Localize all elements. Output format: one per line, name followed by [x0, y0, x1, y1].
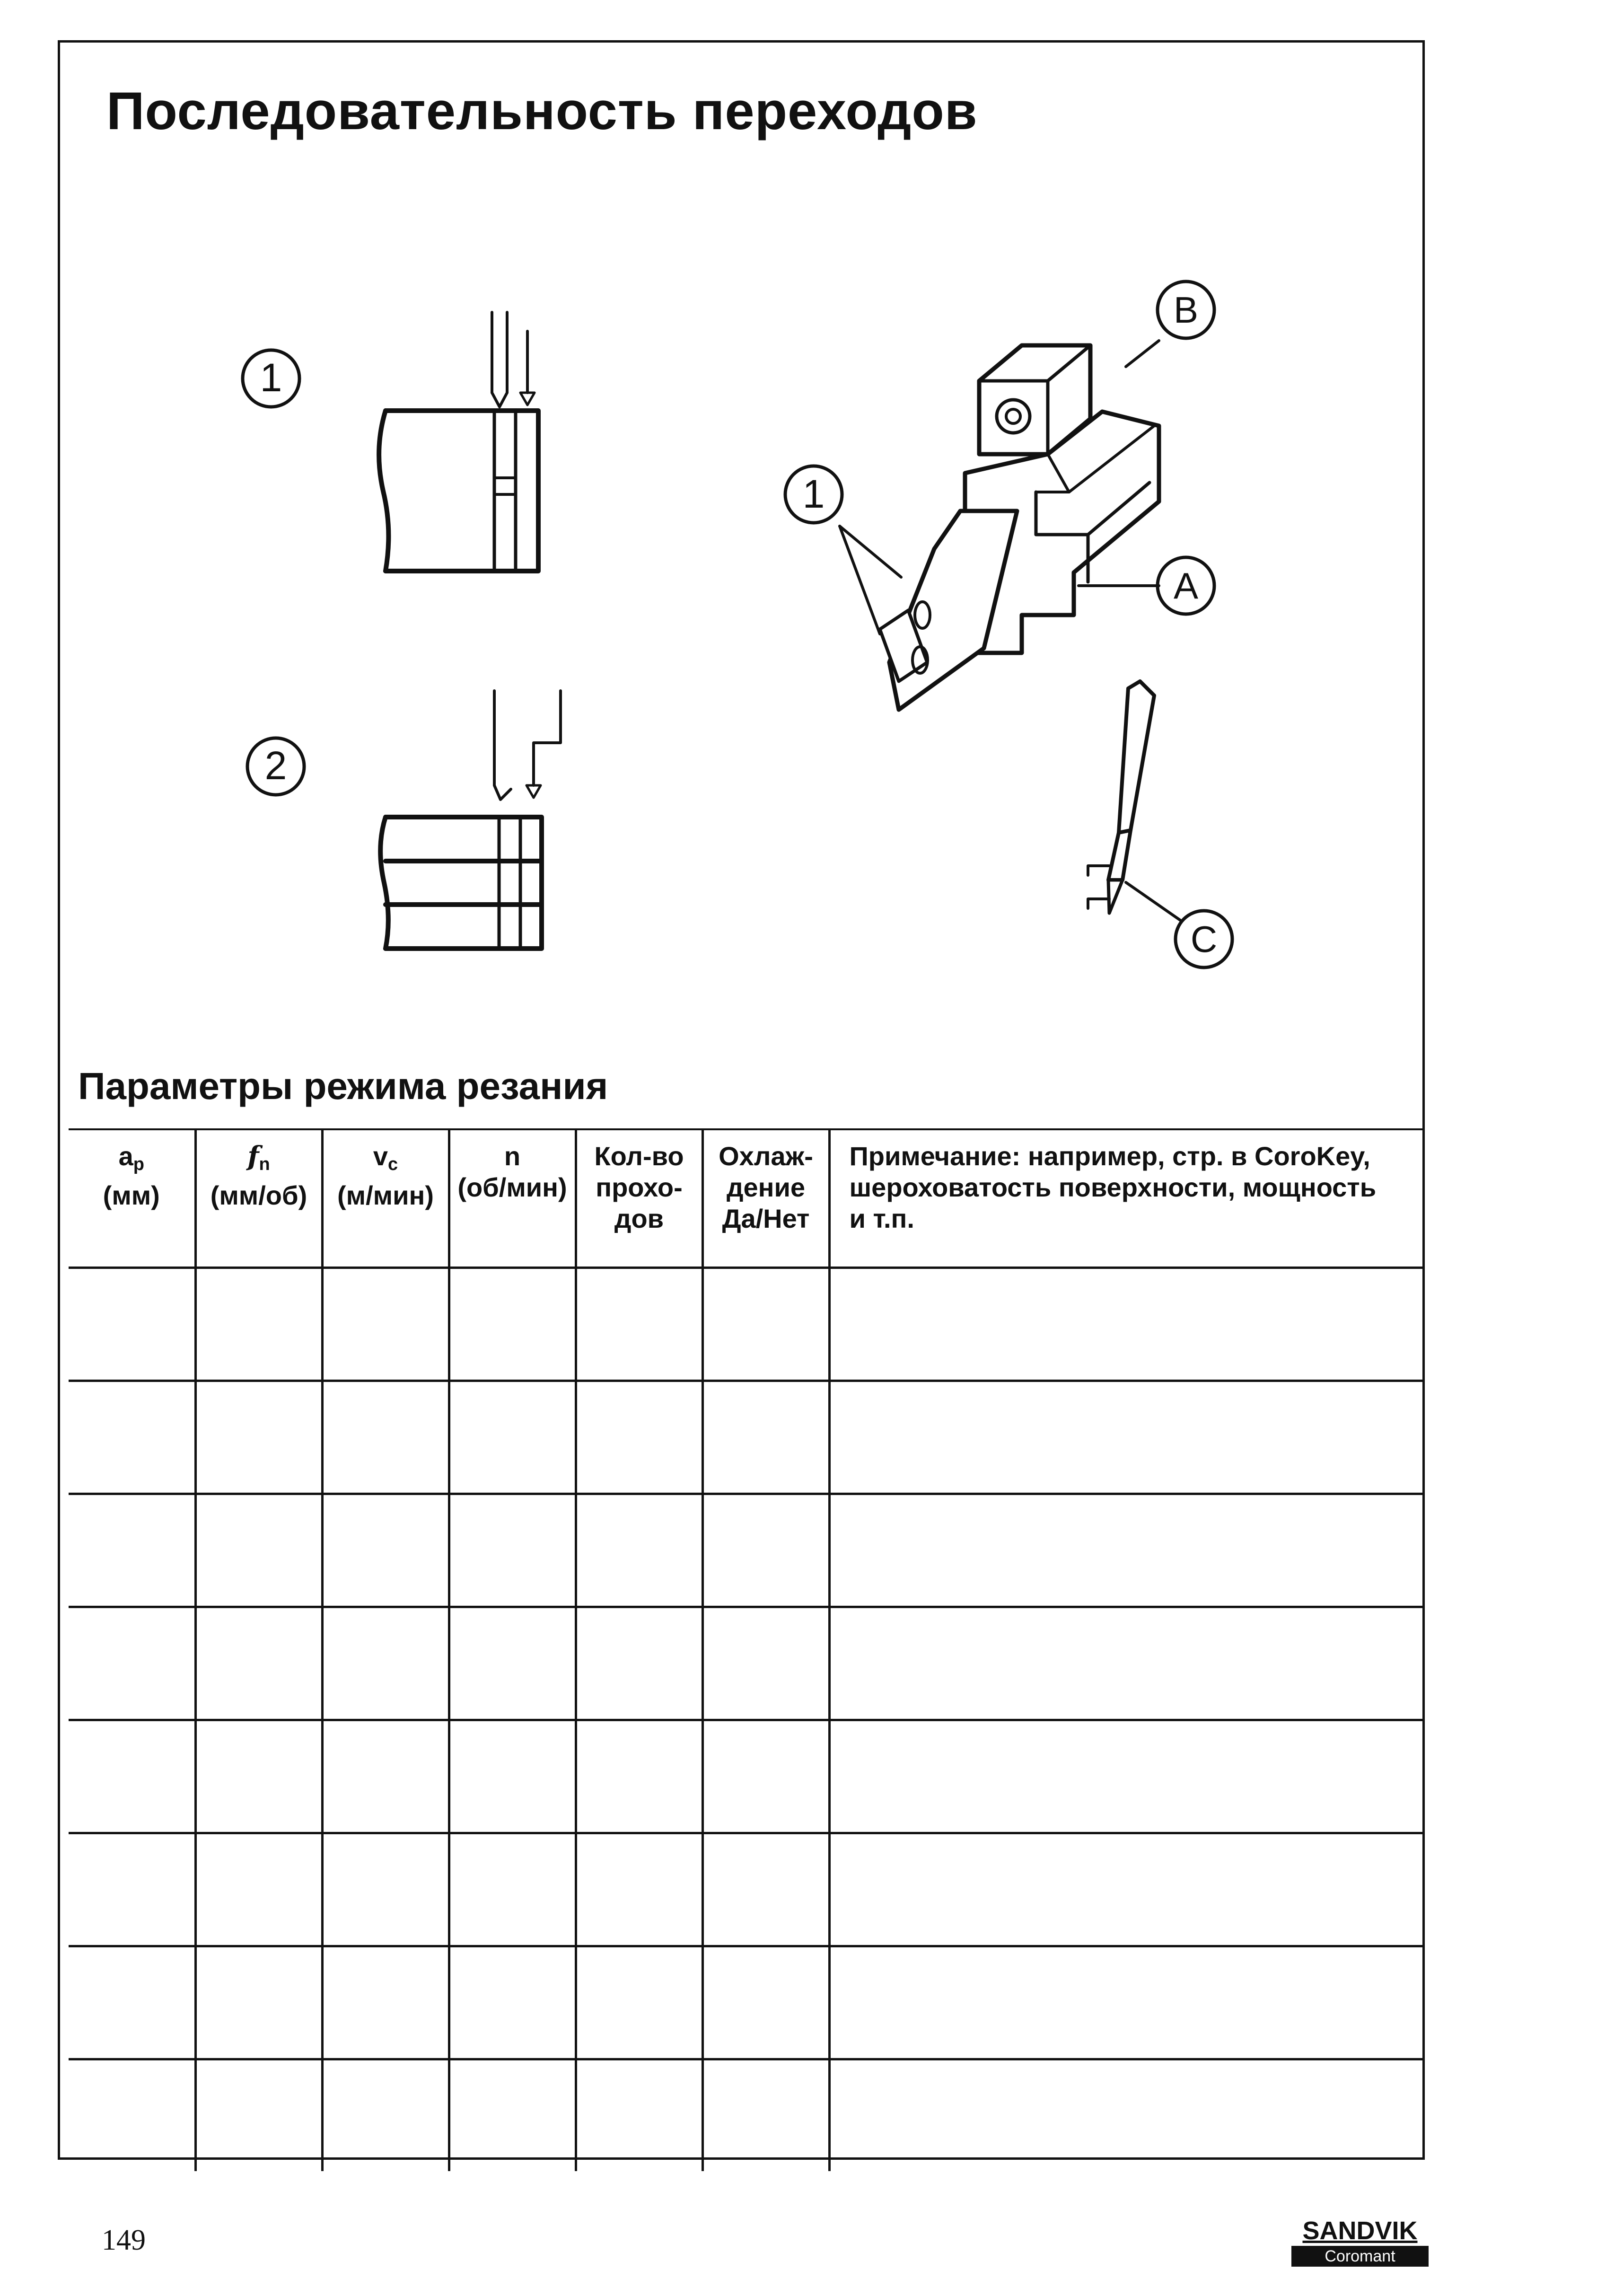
page-title: Последовательность переходов — [106, 81, 978, 141]
table-cell[interactable] — [449, 1268, 576, 1381]
step-1-number: 1 — [260, 355, 282, 400]
table-cell[interactable] — [576, 1720, 702, 1833]
table-cell[interactable] — [702, 1381, 829, 1494]
table-cell[interactable] — [576, 1946, 702, 2059]
table-cell[interactable] — [449, 1607, 576, 1720]
table-cell[interactable] — [829, 1494, 1424, 1607]
table-cell[interactable] — [449, 1494, 576, 1607]
callout-c-letter: C — [1190, 918, 1218, 960]
header-passes: Кол-во прохо- дов — [576, 1129, 702, 1268]
table-row — [69, 1833, 1424, 1946]
table-cell[interactable] — [829, 1720, 1424, 1833]
tool-holder-drawing — [880, 345, 1159, 710]
table-cell[interactable] — [702, 1833, 829, 1946]
table-header-row — [69, 1129, 1424, 1268]
table-cell[interactable] — [702, 1720, 829, 1833]
logo-sub: Coromant — [1291, 2246, 1429, 2267]
callout-b-leader — [1126, 341, 1159, 367]
table-cell[interactable] — [69, 1607, 195, 1720]
table-cell[interactable] — [449, 1720, 576, 1833]
table-cell[interactable] — [576, 1381, 702, 1494]
table-cell[interactable] — [576, 1268, 702, 1381]
table-cell[interactable] — [322, 2059, 449, 2172]
table-cell[interactable] — [449, 2059, 576, 2172]
step-1-callout — [243, 350, 299, 407]
table-cell[interactable] — [69, 1833, 195, 1946]
header-ap: $a_p$ (мм) — [69, 1129, 195, 1268]
table-cell[interactable] — [195, 1946, 322, 2059]
sandvik-coromant-logo — [1291, 2216, 1429, 2271]
tool-key-drawing — [1088, 681, 1180, 920]
table-cell[interactable] — [195, 1833, 322, 1946]
step-2-number: 2 — [264, 743, 287, 788]
table-row — [69, 1607, 1424, 1720]
table-cell[interactable] — [576, 1607, 702, 1720]
table-cell[interactable] — [69, 1381, 195, 1494]
page-number: 149 — [102, 2224, 146, 2256]
table-cell[interactable] — [829, 1381, 1424, 1494]
table-cell[interactable] — [195, 1607, 322, 1720]
table-row — [69, 1946, 1424, 2059]
table-row — [69, 1268, 1424, 1381]
table-cell[interactable] — [195, 1494, 322, 1607]
table-row — [69, 1494, 1424, 1607]
table-cell[interactable] — [195, 1720, 322, 1833]
header-note: Примечание: например, стр. в CoroKey, шероховатость поверхности, мощность и т.п. — [829, 1129, 1424, 1268]
table-cell[interactable] — [322, 1833, 449, 1946]
table-cell[interactable] — [69, 1720, 195, 1833]
table-row — [69, 1720, 1424, 1833]
header-fn: $f_n$ (мм/об) — [195, 1129, 322, 1268]
table-cell[interactable] — [702, 1268, 829, 1381]
table-cell[interactable] — [829, 1607, 1424, 1720]
table-cell[interactable] — [576, 1494, 702, 1607]
table-cell[interactable] — [69, 2059, 195, 2172]
callout-b-letter: B — [1173, 289, 1199, 331]
header-n: n (об/мин) — [449, 1129, 576, 1268]
step-2-callout — [247, 738, 304, 795]
callout-a-letter: A — [1173, 565, 1199, 607]
table-cell[interactable] — [195, 1268, 322, 1381]
operation-sequence-figure — [0, 0, 1623, 1088]
table-cell[interactable] — [322, 1607, 449, 1720]
header-vc: $v_c$ (м/мин) — [322, 1129, 449, 1268]
table-cell[interactable] — [702, 1946, 829, 2059]
callout-a — [1158, 557, 1214, 614]
table-cell[interactable] — [576, 2059, 702, 2172]
section-title: Параметры режима резания — [78, 1065, 608, 1107]
table-cell[interactable] — [322, 1494, 449, 1607]
table-cell[interactable] — [449, 1833, 576, 1946]
callout-c — [1176, 911, 1232, 968]
table-cell[interactable] — [69, 1946, 195, 2059]
table-cell[interactable] — [702, 2059, 829, 2172]
table-cell[interactable] — [702, 1494, 829, 1607]
table-cell[interactable] — [69, 1494, 195, 1607]
table-cell[interactable] — [322, 1381, 449, 1494]
table-cell[interactable] — [322, 1268, 449, 1381]
table-cell[interactable] — [576, 1833, 702, 1946]
table-cell[interactable] — [449, 1946, 576, 2059]
table-cell[interactable] — [322, 1720, 449, 1833]
table-cell[interactable] — [829, 2059, 1424, 2172]
table-cell[interactable] — [829, 1268, 1424, 1381]
tool-insert-number: 1 — [802, 472, 825, 516]
table-cell[interactable] — [702, 1607, 829, 1720]
callout-b — [1158, 282, 1214, 338]
table-cell[interactable] — [829, 1833, 1424, 1946]
table-row — [69, 1381, 1424, 1494]
cutting-parameters-table — [69, 1128, 1424, 2160]
tool-insert-callout — [785, 466, 842, 523]
table-cell[interactable] — [195, 2059, 322, 2172]
step-1-drawing — [379, 312, 538, 571]
table-row — [69, 2059, 1424, 2172]
table-cell[interactable] — [322, 1946, 449, 2059]
table-cell[interactable] — [449, 1381, 576, 1494]
table-cell[interactable] — [69, 1268, 195, 1381]
table-cell[interactable] — [829, 1946, 1424, 2059]
logo-brand: SANDVIK — [1302, 2217, 1418, 2245]
step-2-drawing — [380, 691, 561, 949]
table-cell[interactable] — [195, 1381, 322, 1494]
header-coolant: Охлаж- дение Да/Нет — [702, 1129, 829, 1268]
